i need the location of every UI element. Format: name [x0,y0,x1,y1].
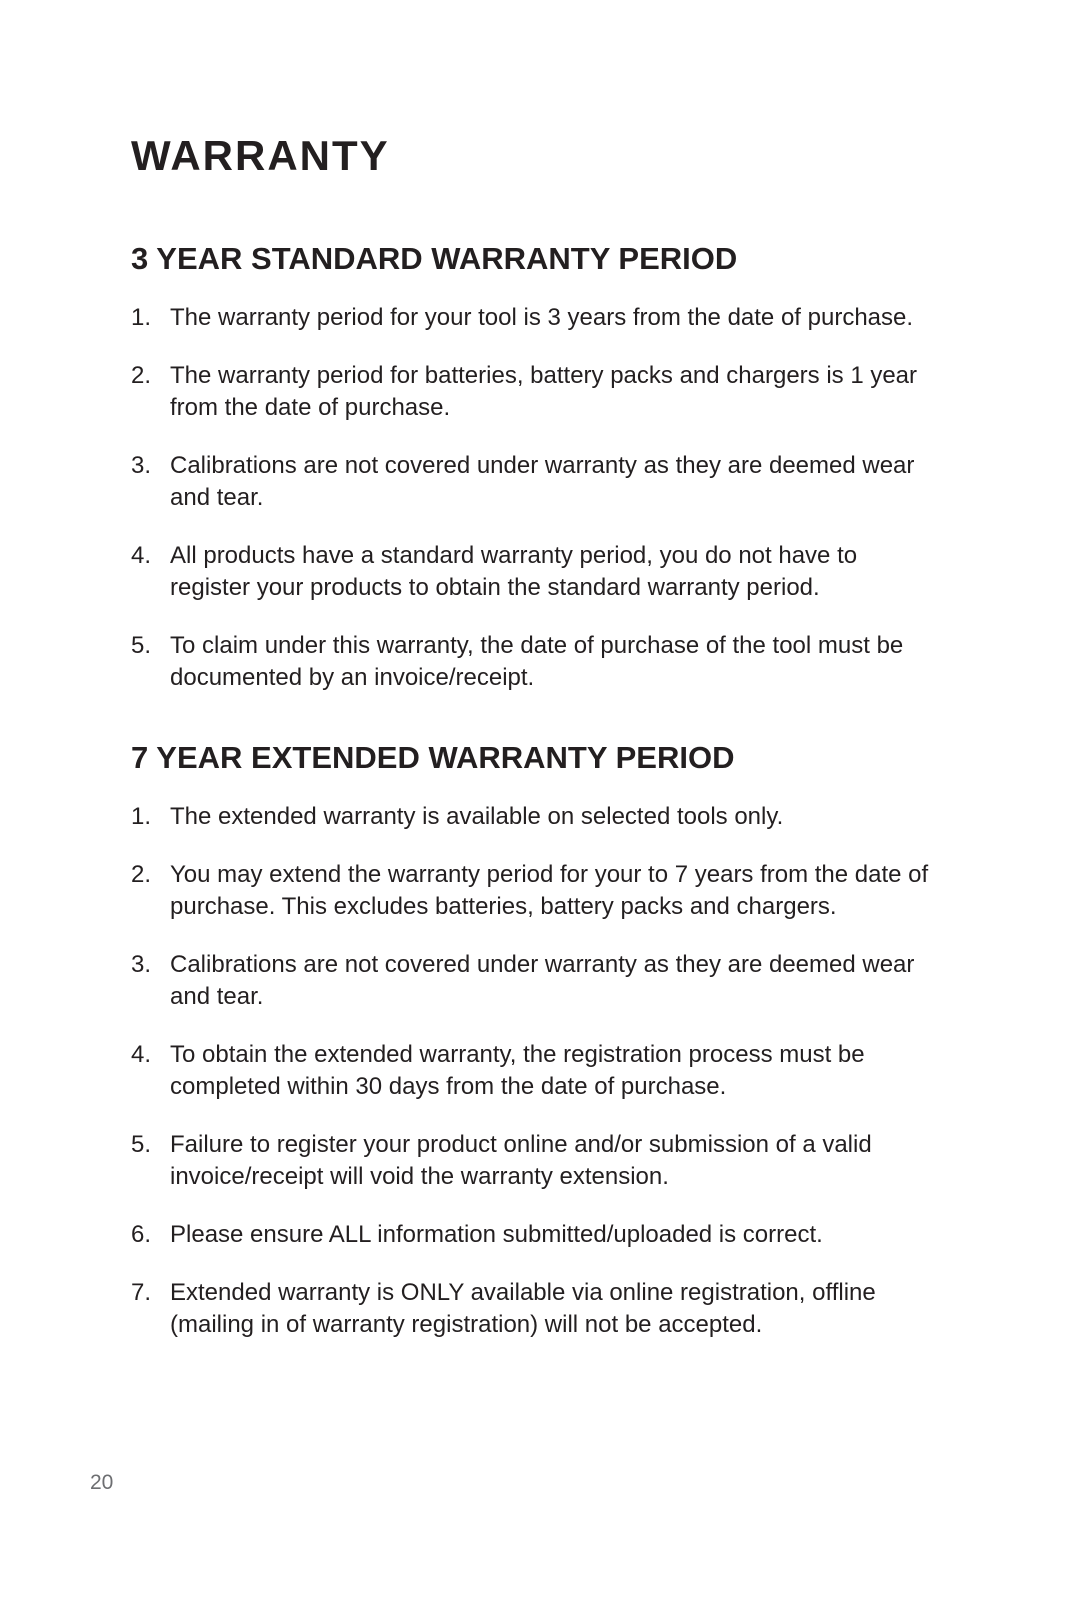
extended-warranty-section [131,739,931,1341]
page-title: WARRANTY [131,132,390,179]
list-item-number: 1. [131,803,152,830]
standard-warranty-heading: 3 YEAR STANDARD WARRANTY PERIOD [131,241,738,276]
list-item-text: The extended warranty is available on selected tools only. [170,803,784,830]
list-item-text: To obtain the extended warranty, the registration process must be completed within 30 days from the date of purchase. [170,1041,865,1100]
extended-warranty-list [131,801,931,1341]
list-item [131,801,931,833]
list-item [131,360,931,424]
list-item-number: 2. [131,861,152,888]
list-item-text: Calibrations are not covered under warranty as they are deemed wear and tear. [170,452,915,511]
list-item-text: The warranty period for your tool is 3 years from the date of purchase. [170,304,914,331]
list-item-text: The warranty period for batteries, battery packs and chargers is 1 year from the date of purchase. [170,362,918,421]
list-item-number: 4. [131,542,152,569]
list-item-number: 7. [131,1279,152,1306]
list-item-text: Please ensure ALL information submitted/uploaded is correct. [170,1221,823,1248]
list-item-number: 5. [131,1131,152,1158]
list-item [131,450,931,514]
page-content [131,130,931,1341]
list-item-number: 3. [131,951,152,978]
list-item-number: 5. [131,632,152,659]
list-item-number: 2. [131,362,152,389]
list-item [131,949,931,1013]
list-item-number: 1. [131,304,152,331]
list-item [131,540,931,604]
list-item [131,1039,931,1103]
list-item-number: 4. [131,1041,152,1068]
list-item-text: Failure to register your product online and/or submission of a valid invoice/receipt will void the warranty extension. [170,1131,872,1190]
list-item-number: 6. [131,1221,152,1248]
list-item [131,1129,931,1193]
list-item [131,1219,931,1251]
standard-warranty-list [131,302,931,694]
standard-warranty-section [131,240,931,694]
list-item [131,859,931,923]
list-item-text: You may extend the warranty period for your to 7 years from the date of purchase. This excludes batteries, battery packs and chargers. [170,861,929,920]
list-item-number: 3. [131,452,152,479]
list-item-text: All products have a standard warranty period, you do not have to register your products to obtain the standard warranty period. [170,542,858,601]
list-item-text: Extended warranty is ONLY available via online registration, offline (mailing in of warranty registration) will not be accepted. [170,1279,876,1338]
extended-warranty-heading: 7 YEAR EXTENDED WARRANTY PERIOD [131,740,735,775]
page-number: 20 [90,1471,114,1494]
list-item [131,1277,931,1341]
list-item [131,302,931,334]
list-item [131,630,931,694]
list-item-text: To claim under this warranty, the date of purchase of the tool must be documented by an invoice/receipt. [170,632,904,691]
list-item-text: Calibrations are not covered under warranty as they are deemed wear and tear. [170,951,915,1010]
